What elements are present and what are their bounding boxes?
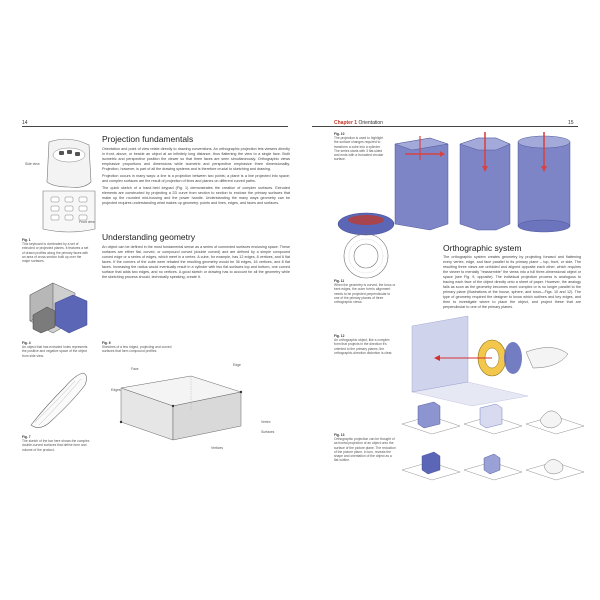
orthographic-body <box>443 255 581 310</box>
cube-to-cylinder-projections <box>390 132 575 242</box>
heading-orthographic: Orthographic system <box>443 243 522 253</box>
fig7-text: The sketch of the bar here shows the complex double-curved surfaces that define form and volume of the product. <box>22 439 90 452</box>
cube-label-edge: Edge <box>233 363 241 367</box>
blob-and-torus-illustration <box>334 206 404 274</box>
fig4-number: Fig. 4 <box>22 341 31 345</box>
cube-label-surfaces: Surfaces <box>261 430 275 434</box>
fig10-text: The projection is used to highlight the surface changes required to transform a cube into a cylinder. The series starts with 3 flat-sided and ends with a truncated circular surface. <box>334 136 384 162</box>
fig1-text: This keyboard is dominated by a set of extruded or projected planes. It features a set of drawn profiles along the primary faces with an area of cross section built up over the major surfaces. <box>22 242 89 264</box>
projection-paragraph-2: Projection occurs in many ways: a line is a projection between two points; a plane is a line projected into space; and complex surfaces are the result of projection of lines and planes on different curved paths. <box>102 174 290 183</box>
fig11-caption <box>334 279 396 304</box>
cube-label-edges: Edges <box>111 388 121 392</box>
projection-sequence-illustration-2 <box>400 448 580 492</box>
projection-paragraph-1: Orientation and point of view relate directly to drawing conventions. An orthographic projection lets viewers directly in front, above, or beside an object at an infinitely long distance, thus flattening the view to a single face. Both isometric and perspective position the viewer so that three faces are seen simultaneously. Orthographic views emphasize proportions and dimensions while isometric and perspective emphasize three dimensionality. Projection, however, is part of all the drawing systems and is therefore crucial to sketching and drawing. <box>102 147 290 171</box>
projection-body <box>102 147 290 206</box>
geometry-body <box>102 245 290 280</box>
extruded-block-illustration <box>25 275 91 337</box>
cube-label-vertex: Vertex <box>261 420 271 424</box>
fig12-caption <box>334 334 396 355</box>
fig4-text: An object that has extruded holes represents the positive and negative space of the object from side view. <box>22 345 88 358</box>
running-head-chapter: Chapter 1 <box>334 120 358 126</box>
right-page <box>300 112 589 494</box>
header-rule-right <box>312 126 578 127</box>
fig10-number: Fig. 10 <box>334 132 345 136</box>
heading-projection: Projection fundamentals <box>102 134 194 144</box>
fig12-number: Fig. 12 <box>334 334 345 338</box>
fig6-text: Sketches of a few ridged, projecting and curved surfaces that form compound profiles. <box>102 345 172 354</box>
geometry-paragraph-1: An object can be defined in the most fundamental sense as a series of connected surfaces enclosing space. These surfaces are either flat, curved, or compound curved (double curved) and are defined by a simple compound curved edge or a series of edges, which meet in a vertex. A cube, for example, has 12 edges, 8 vertices, and 6 flat faces. If the corners of the cube were rebated the resulting geometry would be 36 edges, 16 vertices, and 8 flat faces. Increasing the radius would eventually result in a cylinder with two flat surfaces top and bottom, one curved surface that adds two edges, and no vertices. A good sketch or drawing has to account for all the geometry while the sketching process should, technically speaking, create it. <box>102 245 290 279</box>
cube-label-face: Face <box>131 367 139 371</box>
fig1-number: Fig. 1 <box>22 238 31 242</box>
fig13-caption <box>334 433 396 462</box>
fig13-number: Fig. 13 <box>334 433 345 437</box>
handle-sketch <box>25 367 95 431</box>
heading-geometry: Understanding geometry <box>102 232 196 242</box>
fig10-caption <box>334 132 384 161</box>
page-number-left: 14 <box>22 120 28 126</box>
fig6-caption <box>102 341 177 354</box>
projection-paragraph-3: The quick sketch of a hand-held keypad (Fig. 1) demonstrates the creation of complex surfaces. Extruded elements are constructed by projecting a 2D curve from section to section to enclose the primary surfaces that make up the rounded mid-housing and the power handle. Understanding the many ways geometry can be projected requires understanding what makes up geometry: points and lines, edges, and faces and surfaces. <box>102 186 290 205</box>
fig12-text: An orthographic object, like a complex form that projects in the direction it's oriented to the primary planes, the orthographic-direction distortion is clear. <box>334 338 393 355</box>
fig6-number: Fig. 6 <box>102 341 111 345</box>
fig11-text: When the geometry is curved, the torus or bent edges, the outer form's alignment needs to be projected perpendicular to one of the primary planes of three orthographic views. <box>334 283 396 305</box>
fig13-text: Orthographic projection can be thought of as frontal projection of an object onto the surface of the picture plane. The reduction of the picture plane, in turn, reveals the shape and orientation of the object as a flat outline. <box>334 437 396 463</box>
page-number-right: 15 <box>568 120 574 126</box>
fig4-caption <box>22 341 92 358</box>
keypad-label-front: Front view <box>79 220 95 224</box>
cube-geometry-illustration <box>111 370 261 445</box>
fig7-caption <box>22 435 92 452</box>
fig11-number: Fig. 11 <box>334 279 345 283</box>
fig7-number: Fig. 7 <box>22 435 31 439</box>
header-rule-left <box>22 126 288 127</box>
cube-label-vertices: Vertices <box>211 446 224 450</box>
left-page <box>11 112 300 494</box>
running-head-title: Orientation <box>358 120 383 126</box>
projection-planes-illustration <box>408 312 573 402</box>
fig1-caption <box>22 238 90 263</box>
orthographic-paragraph-1: The orthographic system creates geometry by projecting forward and flattening every vertex, edge, and face parallel to its primary plane – top, front, or side. The resulting three views are unfolded and aligned opposite each other, which requires the viewer to mentally "reassemble" the views into a full three-dimensional object or space (see Fig. 9, opposite). The individual projection process is analogous to tracing each face of the object directly onto a sheet of paper. However, the analogy fails as soon as the geometry becomes more complex or is no longer parallel to the primary plane (illustrations of the house, sphere, and torus—Figs. 10 and 12). The type of geometry required the designer to know which outlines and key edges, and then to investigate where to place the object, and project these that are perpendicular to one of the primary planes. <box>443 255 581 309</box>
keypad-label-side: Side view <box>25 162 40 166</box>
projection-sequence-illustration <box>400 394 580 450</box>
